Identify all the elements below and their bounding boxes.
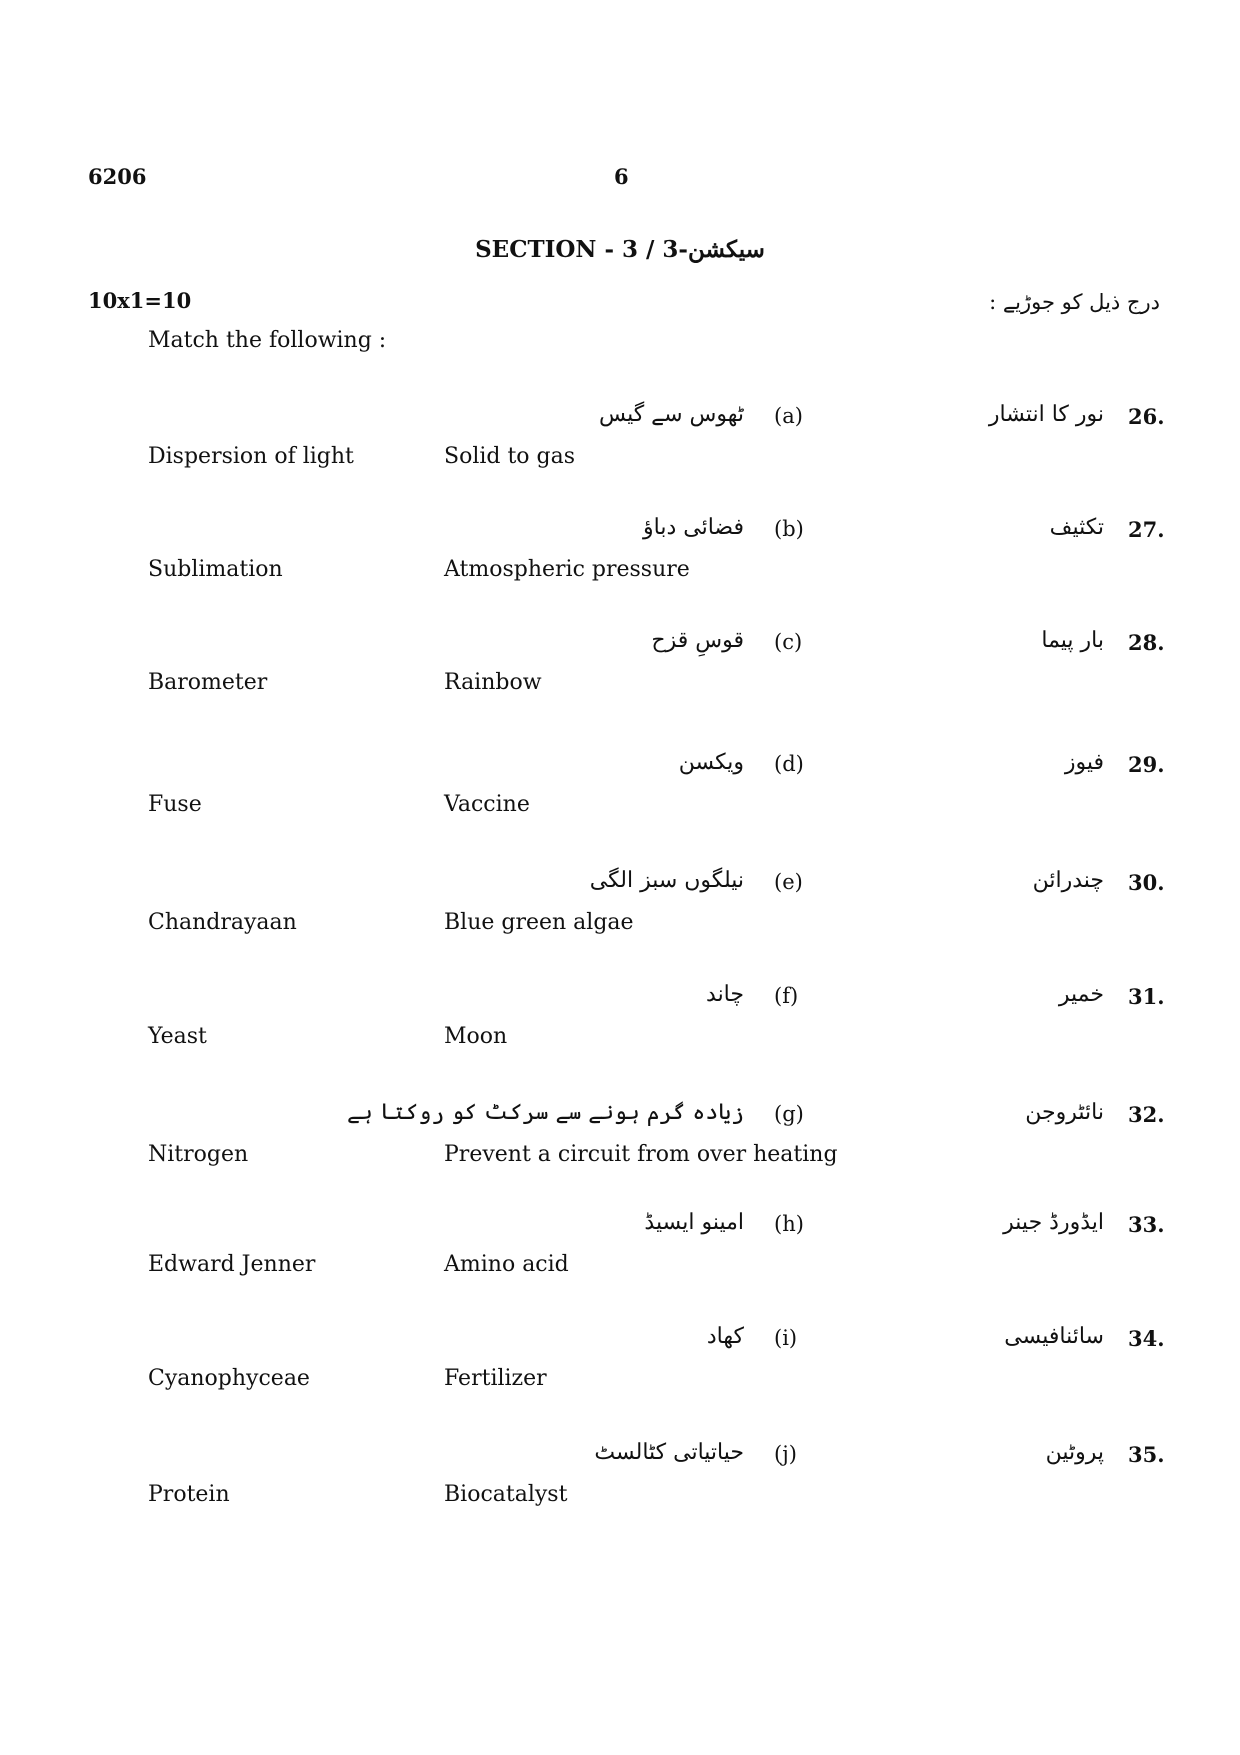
question-urdu: فیوز <box>1064 750 1104 775</box>
match-row <box>0 1212 1240 1324</box>
answer-english: Amino acid <box>444 1252 569 1277</box>
option-key: (j) <box>774 1442 797 1466</box>
paper-code: 6206 <box>88 164 147 189</box>
question-number: 27. <box>1128 517 1165 542</box>
section-title-en: SECTION - 3 / 3- <box>475 236 688 263</box>
option-key: (f) <box>774 984 799 1008</box>
match-row <box>0 1102 1240 1214</box>
section-title <box>0 236 1240 263</box>
question-urdu: تکثیف <box>1049 515 1104 540</box>
question-english: Nitrogen <box>148 1142 249 1167</box>
question-number: 29. <box>1128 752 1165 777</box>
answer-english: Atmospheric pressure <box>444 557 690 582</box>
question-number: 32. <box>1128 1102 1165 1127</box>
option-key: (h) <box>774 1212 804 1236</box>
match-row <box>0 404 1240 516</box>
match-row <box>0 1442 1240 1554</box>
question-english: Cyanophyceae <box>148 1366 310 1391</box>
option-key: (a) <box>774 404 803 428</box>
question-number: 35. <box>1128 1442 1165 1467</box>
match-row <box>0 630 1240 742</box>
answer-english: Rainbow <box>444 670 542 695</box>
answer-english: Moon <box>444 1024 508 1049</box>
answer-urdu: ویکسن <box>678 750 744 775</box>
answer-english: Fertilizer <box>444 1366 547 1391</box>
option-key: (i) <box>774 1326 798 1350</box>
question-urdu: پروٹین <box>1045 1440 1104 1465</box>
option-key: (c) <box>774 630 803 654</box>
option-key: (b) <box>774 517 804 541</box>
question-english: Edward Jenner <box>148 1252 316 1277</box>
question-english: Yeast <box>148 1024 207 1049</box>
answer-english: Prevent a circuit from over heating <box>444 1142 838 1167</box>
instruction-english: Match the following : <box>148 328 387 353</box>
answer-urdu: قوسِ قزح <box>651 628 744 653</box>
match-row <box>0 752 1240 864</box>
question-number: 30. <box>1128 870 1165 895</box>
question-urdu: نائٹروجن <box>1025 1100 1104 1125</box>
page-number: 6 <box>614 164 629 189</box>
question-english: Fuse <box>148 792 202 817</box>
answer-urdu: ٹھوس سے گیس <box>599 402 744 427</box>
question-urdu: سائنافیسی <box>1004 1324 1104 1349</box>
question-number: 31. <box>1128 984 1165 1009</box>
answer-urdu: امینو ایسیڈ <box>644 1210 744 1235</box>
instruction-urdu: درج ذیل کو جوڑیے : <box>989 290 1160 314</box>
question-urdu: چندرائن <box>1032 868 1104 893</box>
answer-urdu: چاند <box>706 982 744 1007</box>
answer-urdu: فضائی دباؤ <box>643 515 744 540</box>
question-english: Protein <box>148 1482 230 1507</box>
answer-urdu: نیلگوں سبز الگی <box>589 868 744 893</box>
answer-english: Blue green algae <box>444 910 634 935</box>
question-urdu: بار پیما <box>1041 628 1104 653</box>
match-row <box>0 870 1240 982</box>
option-key: (g) <box>774 1102 804 1126</box>
match-row <box>0 517 1240 629</box>
match-row <box>0 1326 1240 1438</box>
section-title-ur: سیکشن <box>687 236 765 263</box>
answer-urdu: حیاتیاتی کٹالسٹ <box>594 1440 744 1465</box>
question-number: 33. <box>1128 1212 1165 1237</box>
question-number: 34. <box>1128 1326 1165 1351</box>
option-key: (d) <box>774 752 804 776</box>
question-english: Sublimation <box>148 557 283 582</box>
question-english: Chandrayaan <box>148 910 297 935</box>
answer-urdu: کھاد <box>706 1324 744 1349</box>
marks-allocation: 10x1=10 <box>88 288 192 313</box>
answer-english: Biocatalyst <box>444 1482 568 1507</box>
question-english: Dispersion of light <box>148 444 354 469</box>
question-urdu: ایڈورڈ جینر <box>1003 1210 1104 1235</box>
answer-english: Vaccine <box>444 792 530 817</box>
answer-urdu: زیادہ گرم ہونے سے سرکٹ کو روکتا ہے <box>347 1100 744 1125</box>
answer-english: Solid to gas <box>444 444 576 469</box>
option-key: (e) <box>774 870 803 894</box>
question-urdu: خمیر <box>1058 982 1104 1007</box>
question-english: Barometer <box>148 670 268 695</box>
question-urdu: نور کا انتشار <box>988 402 1104 427</box>
question-number: 26. <box>1128 404 1165 429</box>
question-number: 28. <box>1128 630 1165 655</box>
match-row <box>0 984 1240 1096</box>
